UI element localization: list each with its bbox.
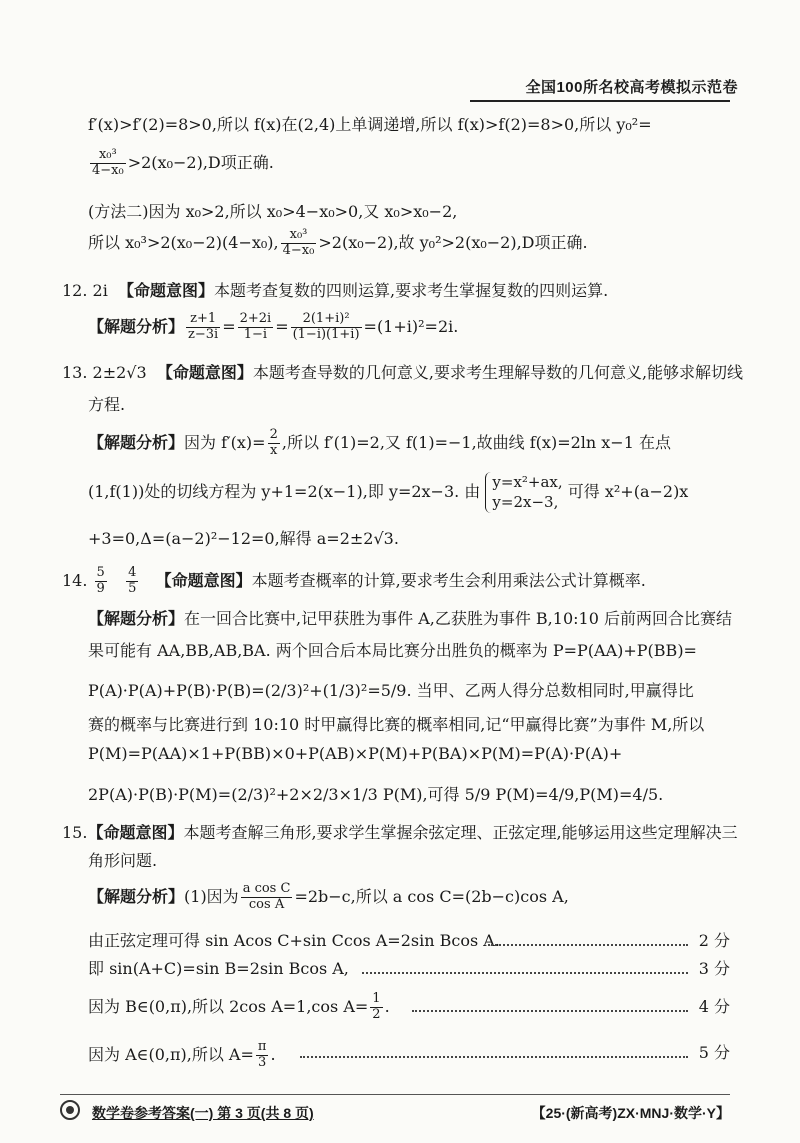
q14-solution-1: 【解题分析】在一回合比赛中,记甲获胜为事件 A,乙获胜为事件 B,10:10 后前两回合比赛结: [88, 609, 732, 628]
q14-solution-3: P(A)·P(A)+P(B)·P(B)=(2/3)²+(1/3)²=5/9. 当甲、乙两人得分总数相同时,甲赢得比: [88, 681, 694, 700]
header-brand: 全国100所名校高考模拟示范卷: [525, 79, 738, 96]
footer-rule: [60, 1094, 730, 1095]
footer-left: 数学卷参考答案(一) 第 3 页(共 8 页): [92, 1105, 314, 1121]
footer-right: 【25·(新高考)ZX·MNJ·数学·Y】: [531, 1105, 730, 1121]
header-rule: [470, 100, 730, 102]
score-4: 5 分: [698, 1043, 730, 1062]
q13-solution-1: 【解题分析】因为 f′(x)= $\frac{2}{x}$ ,所以 f′(1)=2,又 f(1)=−1,故曲线 f(x)=2ln x−1 在点: [88, 427, 671, 458]
q15-line: 15.【命题意图】本题考查解三角形,要求学生掌握余弦定理、正弦定理,能够运用这些定理解决三: [62, 823, 738, 842]
q13-line: 13. 2±2√3 【命题意图】本题考查导数的几何意义,要求考生理解导数的几何意义,能够求解切线: [62, 363, 744, 382]
q14-solution-2: 果可能有 AA,BB,AB,BA. 两个回合后本局比赛分出胜负的概率为 P=P(AA)+P(BB)=: [88, 641, 697, 660]
q15-solution-1: 【解题分析】(1)因为 $\frac{\text{a cos C}}{\text{cos A}}$ =2b−c,所以 a cos C=(2b−c)cos A,: [88, 881, 569, 912]
line-4: 所以 x₀³>2(x₀−2)(4−x₀), $\frac{\text{x₀³}}{\text{4−x₀}}$ >2(x₀−2),故 y₀²>2(x₀−2),D项正确.: [88, 227, 588, 258]
q15-step-4: 因为 A∈(0,π),所以 A= $\frac{\pi}{3}$ .: [88, 1039, 276, 1070]
q15-text-2: 角形问题.: [88, 851, 158, 870]
page-ornament-icon: [60, 1100, 80, 1120]
line-1: f′(x)>f′(2)=8>0,所以 f(x)在(2,4)上单调递增,所以 f(x)>f(2)=8>0,所以 y₀²=: [88, 115, 652, 134]
q12-solution: 【解题分析】 $\frac{z+1}{z-3i}$ = $\frac{2+2i}{1-i}$ = $\frac{\text{2(1+i)²}}{(1-i)(1+i)}$ =(1+i)²=2i.: [88, 311, 459, 342]
fraction: $\frac{\text{x₀³}}{\text{4−x₀}}$: [92, 147, 124, 178]
q14-line: 14. $\frac{5}{9}$ $\frac{4}{5}$ 【命题意图】本题考查概率的计算,要求考生会利用乘法公式计算概率.: [62, 565, 646, 596]
q14-solution-6: 2P(A)·P(B)·P(M)=(2/3)²+2×2/3×1/3 P(M),可得 5/9 P(M)=4/9,P(M)=4/5.: [88, 785, 664, 804]
q13-solution-2: (1,f(1))处的切线方程为 y+1=2(x−1),即 y=2x−3. 由 y=x²+ax, y=2x−3, 可得 x²+(a−2)x: [88, 473, 689, 512]
q14-solution-5: P(M)=P(AA)×1+P(BB)×0+P(AB)×P(M)+P(BA)×P(M)=P(A)·P(A)+: [88, 744, 623, 763]
q12-line: 12. 2i 【命题意图】本题考查复数的四则运算,要求考生掌握复数的四则运算.: [62, 281, 609, 300]
q13-solution-3: +3=0,Δ=(a−2)²−12=0,解得 a=2±2√3.: [88, 529, 399, 548]
score-2: 3 分: [698, 959, 730, 978]
q15-step-3: 因为 B∈(0,π),所以 2cos A=1,cos A= $\frac{1}{2}$ .: [88, 991, 390, 1022]
q15-step-1: 由正弦定理可得 sin Acos C+sin Ccos A=2sin Bcos A.: [88, 931, 500, 950]
leader-dots: [412, 1010, 688, 1012]
score-3: 4 分: [698, 997, 730, 1016]
line-3: (方法二)因为 x₀>2,所以 x₀>4−x₀>0,又 x₀>x₀−2,: [88, 202, 458, 221]
score-1: 2 分: [698, 931, 730, 950]
leader-dots: [488, 944, 688, 946]
q15-step-2: 即 sin(A+C)=sin B=2sin Bcos A,: [88, 959, 349, 978]
leader-dots: [300, 1056, 688, 1058]
equation-system: y=x²+ax, y=2x−3,: [485, 472, 562, 513]
line-2: $\frac{\text{x₀³}}{\text{4−x₀}}$ >2(x₀−2),D项正确.: [92, 147, 274, 178]
leader-dots: [362, 972, 688, 974]
fraction: $\frac{\text{x₀³}}{\text{4−x₀}}$: [282, 227, 315, 258]
q13-text-2: 方程.: [88, 395, 126, 414]
q14-solution-4: 赛的概率与比赛进行到 10:10 时甲赢得比赛的概率相同,记“甲赢得比赛”为事件 M,所以: [88, 715, 705, 734]
